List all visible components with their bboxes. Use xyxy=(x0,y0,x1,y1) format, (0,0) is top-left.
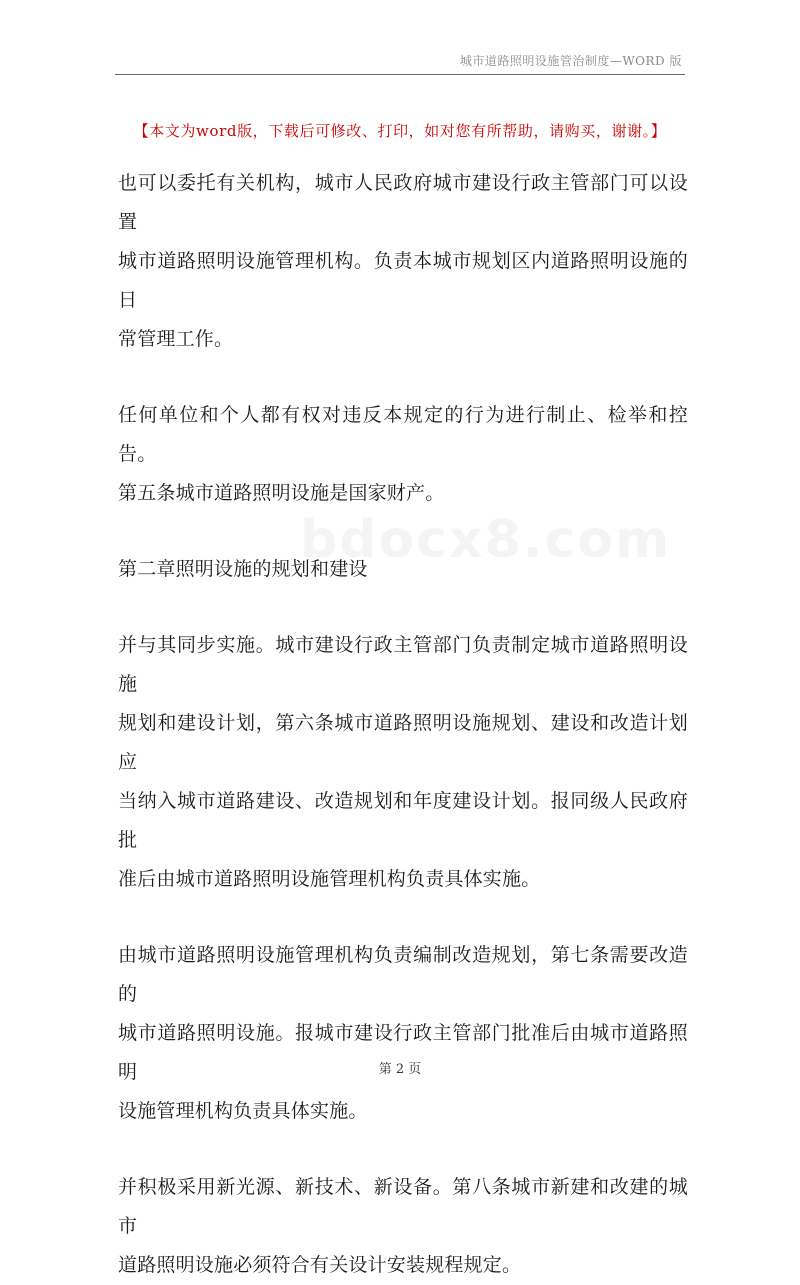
page-number: 第 2 页 xyxy=(378,1062,422,1077)
paragraph: 由城市道路照明设施管理机构负责编制改造规划，第七条需要改造的 城市道路照明设施。报城市建设行政主管部门批准后由城市道路照明 设施管理机构负责具体实施。 xyxy=(118,944,688,1122)
chapter-heading: 第二章照明设施的规划和建设 xyxy=(118,558,368,580)
header-divider xyxy=(115,74,685,75)
paragraph: 任何单位和个人都有权对违反本规定的行为进行制止、检举和控告。 第五条城市道路照明设施是国家财产。 xyxy=(118,404,688,504)
paragraph: 并积极采用新光源、新技术、新设备。第八条城市新建和改建的城市 道路照明设施必须符合有关设计安装规程规定。 xyxy=(118,1176,688,1276)
purchase-notice: 【本文为word版，下载后可修改、打印，如对您有所帮助，请购买，谢谢。】 xyxy=(133,122,667,140)
paragraph: 并与其同步实施。城市建设行政主管部门负责制定城市道路照明设施 规划和建设计划，第六条城市道路照明设施规划、建设和改造计划应 当纳入城市道路建设、改造规划和年度建设计划。报同级人民政府批 准后由城市道路照明设施管理机构负责具体实施。 xyxy=(118,634,688,890)
document-body xyxy=(118,164,688,1285)
header-title: 城市道路照明设施管治制度—WORD 版 xyxy=(459,54,682,68)
paragraph: 也可以委托有关机构，城市人民政府城市建设行政主管部门可以设置 城市道路照明设施管理机构。负责本城市规划区内道路照明设施的日 常管理工作。 xyxy=(118,172,688,350)
